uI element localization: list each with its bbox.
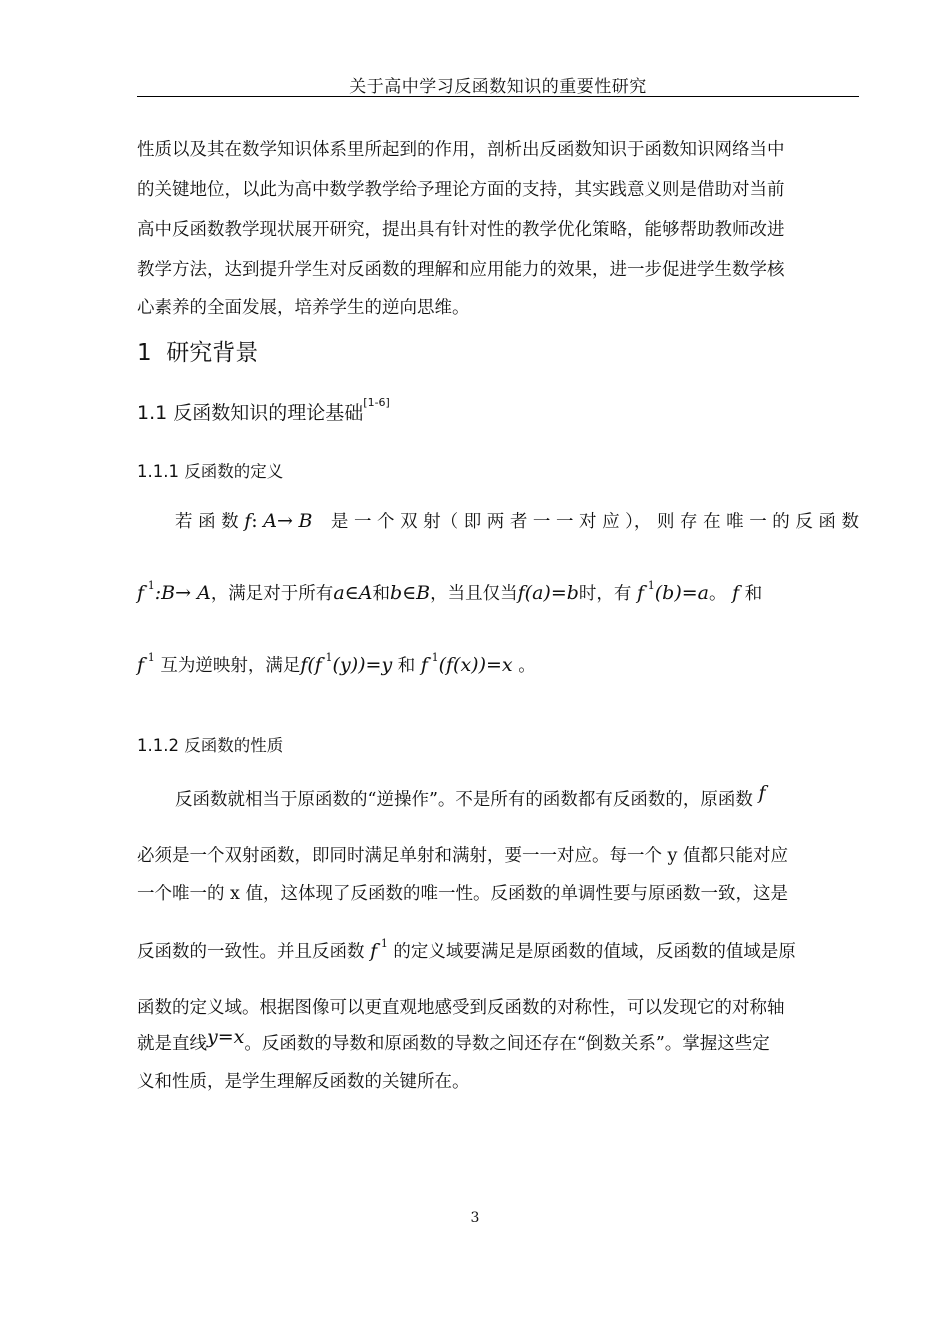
running-header: 关于高中学习反函数知识的重要性研究 xyxy=(349,77,647,97)
property-line-6 xyxy=(137,1026,859,1055)
text: 。反函数的导数和原函数的导数之间还存在“倒数关系”。掌握这些定 xyxy=(244,1034,770,1054)
property-line-5: 函数的定义域。根据图像可以更直观地感受到反函数的对称性，可以发现它的对称轴 xyxy=(137,998,785,1018)
math-f: f xyxy=(420,654,428,676)
definition-line-2 xyxy=(137,580,859,605)
text: 的定义域要满足是原函数的值域，反函数的值域是原 xyxy=(393,942,796,962)
math-superscript: -1 xyxy=(144,651,155,664)
section-number: 1 xyxy=(137,340,152,366)
section-number: 1.1 xyxy=(137,402,168,424)
page-number: 3 xyxy=(470,1210,480,1226)
text: 反函数的一致性。并且反函数 xyxy=(137,942,365,962)
math-eq-x: (f(x))=x xyxy=(438,654,513,676)
math-a-in-A: a∈A xyxy=(333,582,373,604)
math-f: f xyxy=(137,654,145,676)
math-f: f xyxy=(370,940,378,962)
section-heading-1-1-2: 1.1.2 反函数的性质 xyxy=(137,736,284,755)
section-title: 反函数知识的理论基础 xyxy=(173,402,364,424)
math-b-in-B: b∈B xyxy=(389,582,431,604)
property-line-1 xyxy=(175,782,859,811)
text: ，当且仅当 xyxy=(430,584,518,604)
text: ，满足对于所有 xyxy=(210,584,334,604)
math-B: B xyxy=(298,510,313,532)
math-eq-y: (y))=y xyxy=(332,654,393,676)
math-superscript: -1 xyxy=(427,651,439,664)
math-f: f xyxy=(758,782,766,804)
math-f: f xyxy=(637,582,645,604)
text: 和 xyxy=(372,584,390,604)
math-superscript: -1 xyxy=(321,651,333,664)
math-finv-b-eq-a: (b)=a xyxy=(654,582,710,604)
text: 就是直线 xyxy=(137,1034,207,1054)
text: 若 函 数 xyxy=(175,512,239,532)
math-superscript: -1 xyxy=(144,579,155,592)
intro-line-1: 性质以及其在数学知识体系里所起到的作用，剖析出反函数知识于函数知识网络当中 xyxy=(137,140,785,160)
math-f-of-finv: f(f xyxy=(300,654,322,676)
intro-line-3: 高中反函数教学现状展开研究，提出具有针对性的教学优化策略，能够帮助教师改进 xyxy=(137,220,785,240)
text: 。 xyxy=(518,656,536,676)
section-title: 研究背景 xyxy=(166,340,259,366)
intro-line-4: 教学方法，达到提升学生对反函数的理解和应用能力的效果，进一步促进学生数学核 xyxy=(137,260,785,280)
text: 和 xyxy=(397,656,416,676)
property-line-7: 义和性质，是学生理解反函数的关键所在。 xyxy=(137,1072,470,1092)
section-heading-1-1 xyxy=(137,398,390,425)
definition-line-3 xyxy=(137,652,859,677)
definition-line-1 xyxy=(175,508,859,533)
property-line-4 xyxy=(137,938,859,963)
property-line-2: 必须是一个双射函数，即同时满足单射和满射，要一一对应。每一个 y 值都只能对应 xyxy=(137,846,789,866)
math-superscript: -1 xyxy=(644,579,655,592)
math-arrow: → xyxy=(276,510,293,532)
text: 和 xyxy=(744,584,763,604)
math-f: f xyxy=(137,582,145,604)
math-fa-eq-b: f(a)=b xyxy=(517,582,579,604)
property-line-3: 一个唯一的 x 值，这体现了反函数的唯一性。反函数的单调性要与原函数一致，这是 xyxy=(137,884,788,904)
math-f: f xyxy=(244,510,252,532)
text: 。 xyxy=(709,584,727,604)
section-heading-1 xyxy=(137,334,258,367)
citation: [1-6] xyxy=(363,396,390,409)
section-heading-1-1-1: 1.1.1 反函数的定义 xyxy=(137,462,284,481)
text: 互为逆映射，满足 xyxy=(160,656,301,676)
header-rule xyxy=(137,96,859,97)
intro-line-5: 心素养的全面发展，培养学生的逆向思维。 xyxy=(137,298,470,318)
text: 是 一 个 双 射（ 即 两 者 一 一 对 应 ）， 则 存 在 唯 一 的 反 函 数 xyxy=(330,512,859,532)
math-y-eq-x: y=x xyxy=(207,1026,245,1048)
math-A: A xyxy=(263,510,277,532)
text: 时，有 xyxy=(578,584,632,604)
math-superscript: -1 xyxy=(377,937,388,950)
math-mapping: :B→ A xyxy=(154,582,211,604)
math-colon: : xyxy=(251,510,258,532)
math-f: f xyxy=(732,582,740,604)
text: 反函数就相当于原函数的“逆操作”。不是所有的函数都有反函数的，原函数 xyxy=(175,790,753,810)
intro-line-2: 的关键地位，以此为高中数学教学给予理论方面的支持，其实践意义则是借助对当前 xyxy=(137,180,785,200)
